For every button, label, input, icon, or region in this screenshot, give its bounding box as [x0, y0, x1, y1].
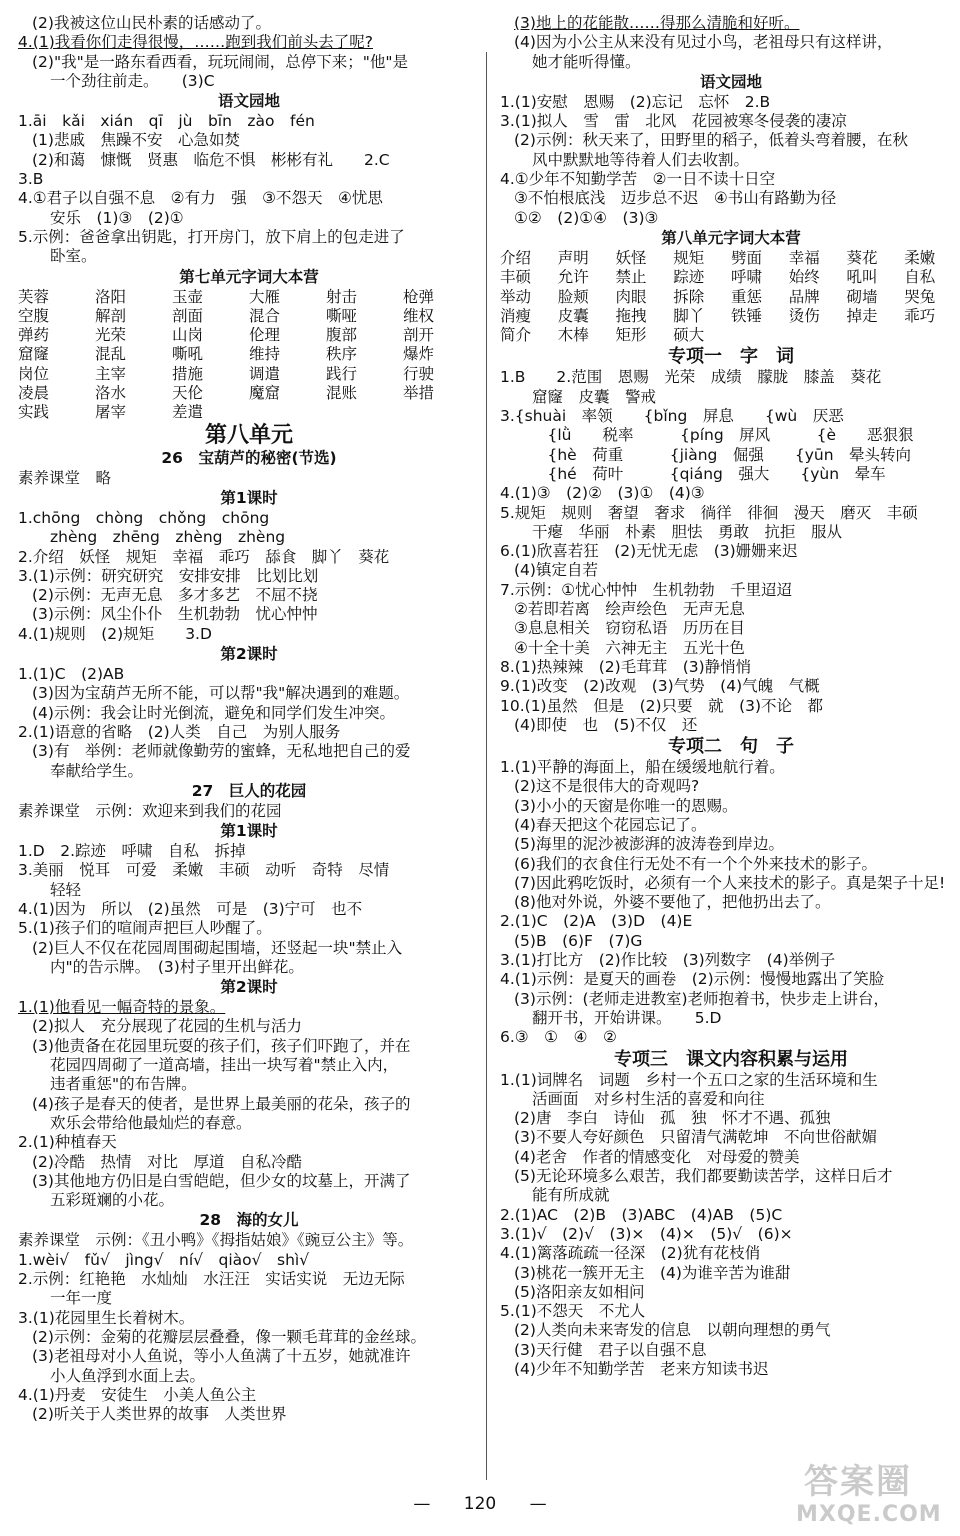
vocab-word: 举措 — [403, 384, 435, 403]
right-line: 4.①少年不知勤学苦 ②一日不读十日空 — [500, 170, 776, 189]
right-column — [500, 14, 960, 1379]
vocab-word: 消瘦 — [500, 306, 532, 325]
vocab-word: 混乱 — [95, 345, 127, 364]
vocab-word: 木棒 — [557, 326, 589, 345]
vocab-word: 脸颊 — [557, 287, 589, 306]
right-line: ③息息相关 窃窃私语 历历在目 — [514, 619, 745, 638]
vocab-word: 嘶吼 — [172, 345, 204, 364]
vocab-word: 自私 — [904, 268, 936, 287]
left-line: (3)老祖母对小人鱼说，等小人鱼满了十五岁，她就准许 — [32, 1347, 411, 1366]
left-line: 第七单元字词大本营 — [179, 267, 319, 286]
right-line: (2)唐 李白 诗仙 孤 独 怀才不遇、孤独 — [514, 1109, 831, 1128]
vocab-word: 乖巧 — [904, 306, 936, 325]
vocab-word: 品牌 — [788, 287, 820, 306]
right-line: 5.(1)不怨天 不尤人 — [500, 1302, 646, 1321]
left-line: 27 巨人的花园 — [191, 781, 307, 800]
left-line: 1.wèi√ fǔ√ jìng√ ní√ qiào√ shì√ — [18, 1250, 310, 1269]
left-line: 4.(1)我看你们走得很慢，……跑到我们前头去了呢? — [18, 33, 373, 52]
vocab-word: 爆炸 — [403, 345, 435, 364]
vocab-word: 玉壶 — [172, 287, 204, 306]
right-line: (3)小小的天窗是你唯一的恩赐。 — [514, 796, 738, 815]
watermark-domain: MXQE.COM — [796, 1502, 942, 1527]
left-line: 奉献给学生。 — [50, 761, 144, 780]
right-line: 2.(1)AC (2)B (3)ABC (4)AB (5)C — [500, 1205, 783, 1224]
vocab-word: 天伦 — [172, 384, 204, 403]
right-line: {hè 荷重 {jiàng 倔强 {yūn 晕头转向 — [532, 445, 912, 464]
vocab-word: 窟窿 — [18, 345, 50, 364]
right-line: (4)镇定自若 — [514, 561, 598, 580]
vocab-word: 光荣 — [95, 326, 127, 345]
vocab-word: 介绍 — [500, 248, 532, 267]
left-line: (3)因为宝葫芦无所不能，可以帮"我"解决遇到的难题。 — [32, 684, 410, 703]
vocab-word: 拖拽 — [615, 306, 647, 325]
left-line: 卧室。 — [50, 247, 97, 266]
vocab-word: 维持 — [249, 345, 281, 364]
vocab-word: 山岗 — [172, 326, 204, 345]
vocab-word: 维权 — [403, 306, 435, 325]
left-line: 安乐 (1)③ (2)① — [50, 208, 184, 227]
right-line: 专项一 字 词 — [668, 346, 794, 368]
vocab-word: 射击 — [326, 287, 358, 306]
right-line: (4)因为小公主从来没有见过小鸟，老祖母只有这样讲， — [514, 33, 893, 52]
right-line: 6.③ ① ④ ② — [500, 1028, 617, 1047]
vocab-word: 禁止 — [615, 268, 647, 287]
left-line: 第2课时 — [220, 645, 278, 664]
left-line: (2)冷酷 热情 对比 厚道 自私冷酷 — [32, 1152, 302, 1171]
vocab-word: 掉走 — [846, 306, 878, 325]
left-line: 2.(1)语意的省略 (2)人类 自己 为别人服务 — [18, 722, 341, 741]
left-line: 4.①君子以自强不息 ②有力 强 ③不怨天 ④忧思 — [18, 189, 383, 208]
left-line: zhèng zhēng zhèng zhèng — [50, 528, 286, 547]
right-line: 5.规矩 规则 奢望 奢求 徜徉 徘徊 漫天 磨灭 丰硕 — [500, 503, 918, 522]
vocab-word: 铁锤 — [731, 306, 763, 325]
left-line: 内"的告示牌。 (3)村子里开出鲜花。 — [50, 957, 304, 976]
left-line: 一年一度 — [50, 1289, 113, 1308]
left-line: 4.(1)规则 (2)规矩 3.D — [18, 624, 212, 643]
vocab-word: 丰硕 — [500, 268, 532, 287]
left-line: (3)有 举例：老师就像勤劳的蜜蜂，无私地把自己的爱 — [32, 742, 411, 761]
right-line: (2)这不是很伟大的奇观吗? — [514, 777, 700, 796]
vocab-word: 矩形 — [615, 326, 647, 345]
right-line: (4)老舍 作者的情感变化 对母爱的赞美 — [514, 1147, 800, 1166]
right-line: (5)无论环境多么艰苦，我们都要勤读苦学，这样日后才 — [514, 1167, 893, 1186]
vocab-word: 剖开 — [403, 326, 435, 345]
left-line: 欢乐会带给他最灿烂的春意。 — [50, 1113, 252, 1132]
vocab-word: 简介 — [500, 326, 532, 345]
right-line: 4.(1)③ (2)② (3)① (4)③ — [500, 484, 705, 503]
right-line: 1.(1)平静的海面上，船在缓缓地航行着。 — [500, 758, 785, 777]
vocab-word: 肉眼 — [615, 287, 647, 306]
right-line: {lǜ 税率 {píng 屏风 {è 恶狠狠 — [532, 426, 914, 445]
right-line: (3)地上的花能散……得那么清脆和好听。 — [514, 14, 800, 32]
vocab-word: 调遣 — [249, 364, 281, 383]
right-line: 能有所成就 — [532, 1186, 610, 1205]
vocab-word: 硕大 — [673, 326, 705, 345]
left-line: (2)听关于人类世界的故事 人类世界 — [32, 1405, 287, 1424]
vocab-word: 柔嫩 — [904, 248, 936, 267]
right-line: 窟窿 皮囊 警戒 — [532, 387, 657, 406]
vocab-word: 拆除 — [673, 287, 705, 306]
vocab-word: 妖怪 — [615, 248, 647, 267]
left-line: 违者重惩"的布告牌。 — [50, 1075, 197, 1094]
vocab-word: 哭兔 — [904, 287, 936, 306]
left-line: 4.(1)丹麦 安徒生 小美人鱼公主 — [18, 1385, 257, 1404]
left-line: 第1课时 — [220, 488, 278, 507]
left-line: 语文园地 — [217, 92, 280, 111]
left-line: 1.(1)他看见一幅奇特的景象。 — [18, 998, 226, 1017]
right-line: 10.(1)虽然 但是 (2)只要 就 (3)不论 都 — [500, 696, 824, 715]
page-number-dash-left: — — [413, 1494, 431, 1514]
right-line: 4.(1)篱落疏疏一径深 (2)犹有花枝俏 — [500, 1244, 761, 1263]
vocab-word: 行驶 — [403, 364, 435, 383]
left-line: (4)孩子是春天的使者，是世界上最美丽的花朵，孩子的 — [32, 1094, 411, 1113]
vocab-word: 始终 — [788, 268, 820, 287]
right-line: 干瘪 华丽 朴素 胆怯 勇敢 抗拒 服从 — [532, 522, 843, 541]
vocab-word: 规矩 — [673, 248, 705, 267]
left-line: (2)示例：无声无息 多才多艺 不屈不挠 — [32, 586, 318, 605]
right-line: ④十全十美 六神无主 五光十色 — [514, 638, 745, 657]
right-line: 1.(1)安慰 恩赐 (2)忘记 忘怀 2.B — [500, 92, 771, 111]
right-line: 风中默默地等待着人们去收割。 — [532, 150, 750, 169]
right-line: (6)我们的衣食住行无处不有一个个外来技术的影子。 — [514, 854, 877, 873]
vocab-word: 踪迹 — [673, 268, 705, 287]
right-line: 专项二 句 子 — [668, 736, 794, 758]
left-line: (3)其他地方仍旧是白雪皑皑，但少女的坟墓上，开满了 — [32, 1171, 411, 1190]
vocab-word: 魔窟 — [249, 384, 281, 403]
right-line: (7)因此鸦吃饭时，必须有一个人来技术的影子。真是架子十足! — [514, 873, 946, 892]
left-line: 第2课时 — [220, 978, 278, 997]
vocab-word: 洛水 — [95, 384, 127, 403]
left-line: 5.(1)孩子们的喧闹声把巨人吵醒了。 — [18, 919, 272, 938]
left-line: 轻轻 — [50, 880, 82, 899]
vocab-word: 芙蓉 — [18, 287, 50, 306]
right-line: 3.(1)打比方 (2)作比较 (3)列数字 (4)举例子 — [500, 951, 836, 970]
vocab-word: 伦理 — [249, 326, 281, 345]
left-line: 3.(1)花园里生长着树木。 — [18, 1308, 195, 1327]
right-line: (5)洛阳亲友如相问 — [514, 1282, 645, 1301]
vocab-word: 措施 — [172, 364, 204, 383]
right-line: (2)人类向未来寄发的信息 以朝向理想的勇气 — [514, 1321, 831, 1340]
left-line: (1)悲戚 焦躁不安 心急如焚 — [32, 131, 240, 150]
watermark-logo — [790, 1450, 950, 1532]
vocab-word: 空腹 — [18, 306, 50, 325]
right-line: 3.{shuài 率领 {bǐng 屏息 {wù 厌恶 — [500, 407, 844, 426]
left-line: 3.美丽 悦耳 可爱 柔嫩 丰硕 动听 奇特 尽情 — [18, 861, 390, 880]
vocab-word: 屠宰 — [95, 403, 127, 422]
right-line: 9.(1)改变 (2)改观 (3)气势 (4)气魄 气概 — [500, 677, 820, 696]
left-line: (3)示例：风尘仆仆 生机勃勃 忧心忡忡 — [32, 605, 318, 624]
vocab-word: 重惩 — [731, 287, 763, 306]
right-line: (4)少年不知勤学苦 老来方知读书迟 — [514, 1360, 769, 1378]
left-line: 素养课堂 略 — [18, 468, 112, 487]
right-line: {hé 荷叶 {qiáng 强大 {yùn 晕车 — [532, 464, 886, 483]
vocab-word: 吼叫 — [846, 268, 878, 287]
left-column — [18, 14, 480, 1424]
right-line: (3)桃花一簇开无主 (4)为谁辛苦为谁甜 — [514, 1263, 791, 1282]
left-line — [18, 288, 480, 423]
right-line: (5)B (6)F (7)G — [514, 931, 643, 950]
vocab-word: 混合 — [249, 306, 281, 325]
left-line: 五彩斑斓的小花。 — [50, 1191, 175, 1210]
left-line: 2.示例：红艳艳 水灿灿 水汪汪 实话实说 无边无际 — [18, 1270, 405, 1289]
right-line: ①② (2)①④ (3)③ — [514, 208, 659, 227]
right-line: 4.(1)示例：是夏天的画卷 (2)示例：慢慢地露出了笑脸 — [500, 970, 885, 989]
vocab-word: 践行 — [326, 364, 358, 383]
vocab-word: 举动 — [500, 287, 532, 306]
left-line: 第1课时 — [220, 822, 278, 841]
right-line: 6.(1)欣喜若狂 (2)无忧无虑 (3)姗姗来迟 — [500, 542, 798, 561]
vocab-word: 腹部 — [326, 326, 358, 345]
left-line: 素养课堂 示例：欢迎来到我们的花园 — [18, 801, 282, 820]
left-line: 1.(1)C (2)AB — [18, 665, 125, 684]
vocab-word: 洛阳 — [95, 287, 127, 306]
left-line: 一个劲往前走。 (3)C — [50, 71, 215, 90]
left-line: 28 海的女儿 — [199, 1211, 299, 1230]
right-line: 语文园地 — [699, 72, 762, 91]
left-line: 5.示例：爸爸拿出钥匙，打开房门，放下肩上的包走进了 — [18, 227, 405, 246]
vocab-word: 脚丫 — [673, 306, 705, 325]
left-line: 素养课堂 示例：《丑小鸭》《拇指姑娘》《豌豆公主》等。 — [18, 1231, 414, 1250]
vocab-word: 岗位 — [18, 364, 50, 383]
left-line: 1.chōng chòng chǒng chōng — [18, 508, 270, 527]
vocab-word: 烫伤 — [788, 306, 820, 325]
right-line — [500, 249, 960, 345]
left-line: (2)示例：金菊的花瓣层层叠叠，像一颗毛茸茸的金丝球。 — [32, 1327, 426, 1346]
right-line: 3.(1)拟人 雪 雷 北风 花园被寒冬侵袭的凄凉 — [500, 112, 847, 131]
left-line: 4.(1)因为 所以 (2)虽然 可是 (3)宁可 也不 — [18, 899, 363, 918]
vocab-word: 大雁 — [249, 287, 281, 306]
right-line: (3)不要人夸好颜色 只留清气满乾坤 不向世俗献媚 — [514, 1128, 877, 1147]
page-number-value: 120 — [463, 1494, 497, 1514]
vocab-word: 混账 — [326, 384, 358, 403]
vocab-word: 差遣 — [172, 403, 204, 422]
right-line: 她才能听得懂。 — [532, 52, 641, 71]
vocab-word: 凌晨 — [18, 384, 50, 403]
right-line: 7.示例：①忧心忡忡 生机勃勃 千里迢迢 — [500, 580, 793, 599]
right-line: (3)示例：(老师走进教室)老师抱着书，快步走上讲台， — [514, 989, 890, 1008]
left-line: (2)拟人 充分展现了花园的生机与活力 — [32, 1017, 302, 1036]
left-line: 2.(1)种植春天 — [18, 1133, 117, 1152]
vocab-word: 葵花 — [846, 248, 878, 267]
left-line: 3.B — [18, 170, 44, 189]
vocab-word: 解剖 — [95, 306, 127, 325]
right-line: 3.(1)√ (2)√ (3)× (4)× (5)√ (6)× — [500, 1224, 793, 1243]
right-line: (4)即使 也 (5)不仅 还 — [514, 715, 698, 734]
vocab-word: 弹药 — [18, 326, 50, 345]
vocab-word: 幸福 — [788, 248, 820, 267]
left-line: (2)巨人不仅在花园周围砌起围墙，还竖起一块"禁止入 — [32, 938, 403, 957]
left-line: 第八单元 — [204, 422, 293, 448]
left-line: 2.介绍 妖怪 规矩 幸福 乖巧 舔食 脚丫 葵花 — [18, 547, 390, 566]
right-line: 第八单元字词大本营 — [661, 228, 801, 247]
left-line: (3)他责备在花园里玩耍的孩子们，孩子们吓跑了，并在 — [32, 1036, 411, 1055]
right-line: 2.(1)C (2)A (3)D (4)E — [500, 912, 693, 931]
vocab-word: 枪弹 — [403, 287, 435, 306]
vocab-word: 皮囊 — [557, 306, 589, 325]
vocab-word: 砌墙 — [846, 287, 878, 306]
vocab-word: 嘶哑 — [326, 306, 358, 325]
right-line: (8)他对外说，外婆不要他了，把他扔出去了。 — [514, 893, 831, 912]
left-line: 1.D 2.踪迹 呼啸 自私 拆掉 — [18, 842, 246, 861]
vocab-word: 剖面 — [172, 306, 204, 325]
vocab-word: 呼啸 — [731, 268, 763, 287]
left-line: 3.(1)示例：研究研究 安排安排 比划比划 — [18, 566, 319, 585]
left-line: (2)和蔼 慷慨 贤惠 临危不惧 彬彬有礼 2.C — [32, 150, 390, 169]
vocab-word: 实践 — [18, 403, 50, 422]
right-line: ②若即若离 绘声绘色 无声无息 — [514, 600, 745, 619]
vocab-word: 声明 — [557, 248, 589, 267]
right-line: 1.B 2.范围 恩赐 光荣 成绩 朦胧 膝盖 葵花 — [500, 368, 882, 387]
vocab-word: 允许 — [557, 268, 589, 287]
left-line: 花园四周砌了一道高墙，挂出一块写着"禁止入内， — [50, 1056, 399, 1075]
right-line: 翻开书，开始讲课。 5.D — [532, 1008, 722, 1027]
left-line: 小人鱼浮到水面上去。 — [50, 1366, 206, 1385]
watermark-text: 答案圈 — [804, 1462, 912, 1502]
right-line: (2)示例：秋天来了，田野里的稻子，低着头弯着腰，在秋 — [514, 131, 908, 150]
right-line: 活画面 对乡村生活的喜爱和向往 — [532, 1089, 765, 1108]
page-number-dash-right: — — [529, 1494, 547, 1514]
vocab-word: 劈面 — [731, 248, 763, 267]
right-line: (4)春天把这个花园忘记了。 — [514, 815, 707, 834]
right-line: 1.(1)词牌名 词题 乡村一个五口之家的生活环境和生 — [500, 1070, 878, 1089]
right-line: (3)天行健 君子以自强不息 — [514, 1340, 707, 1359]
left-line: (2)我被这位山民朴素的话感动了。 — [32, 14, 271, 32]
column-divider — [486, 52, 487, 1480]
vocab-word: 秩序 — [326, 345, 358, 364]
left-line: (4)示例：我会让时光倒流，避免和同学们发生冲突。 — [32, 703, 395, 722]
right-line: ③不怕根底浅 迈步总不迟 ④书山有路勤为径 — [514, 189, 837, 208]
vocab-word: 主宰 — [95, 364, 127, 383]
right-line: (5)海里的泥沙被澎湃的波涛卷到岸边。 — [514, 835, 784, 854]
left-line: 1.āi kǎi xián qī jù bīn zào fén — [18, 112, 315, 131]
right-line: 8.(1)热辣辣 (2)毛茸茸 (3)静悄悄 — [500, 657, 752, 676]
left-line: 26 宝葫芦的秘密(节选) — [161, 448, 337, 467]
left-line: (2)"我"是一路东看西看，玩玩闹闹，总停下来；"他"是 — [32, 52, 408, 71]
right-line: 专项三 课文内容积累与运用 — [614, 1048, 848, 1070]
